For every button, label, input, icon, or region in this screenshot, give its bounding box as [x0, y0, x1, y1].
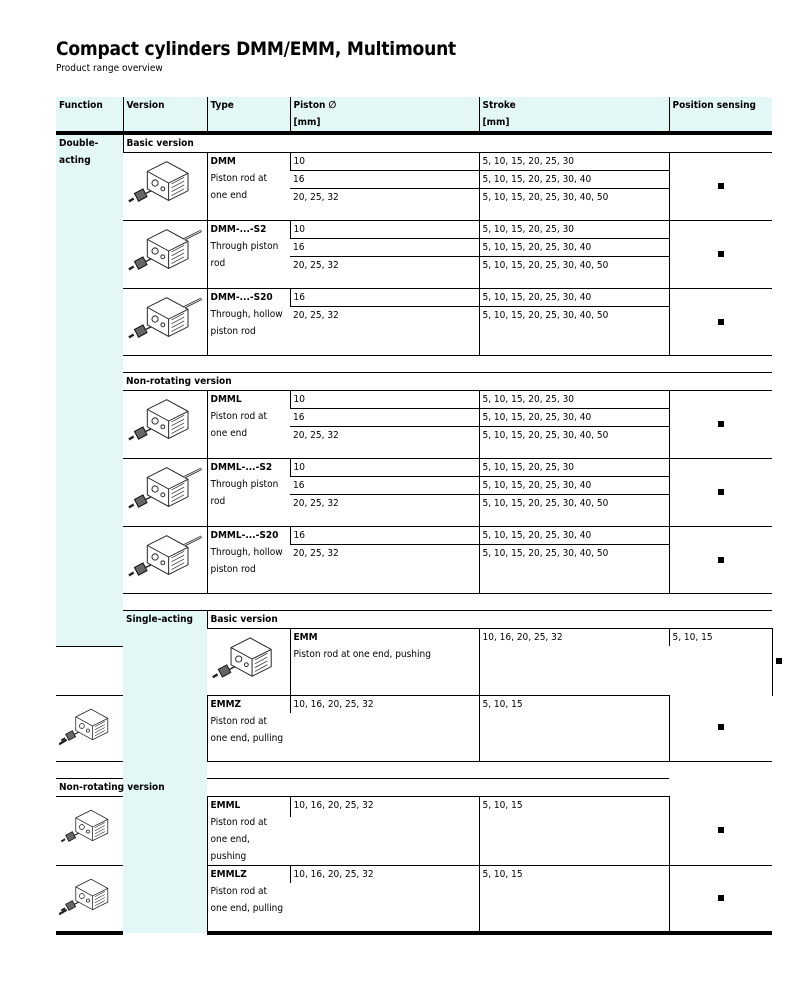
filled-square-icon [718, 421, 724, 427]
piston-value: 10, 16, 20, 25, 32 [290, 695, 479, 713]
cylinder-image [56, 695, 123, 761]
cylinder-through-rod-icon [126, 225, 204, 277]
type-name: DMML-...-S2 [210, 462, 273, 473]
stroke-value: 5, 10, 15, 20, 25, 30, 40, 50 [479, 189, 669, 207]
product-range-table [56, 97, 772, 935]
type-name: DMML [210, 394, 242, 405]
table-row [56, 527, 772, 545]
filled-square-icon [718, 827, 724, 833]
table-header-row [56, 97, 772, 133]
table-row [56, 459, 772, 477]
position-sensing-mark [669, 865, 772, 933]
piston-value: 20, 25, 32 [293, 498, 339, 509]
stroke-value: 5, 10, 15 [669, 629, 772, 647]
piston-value: 10 [290, 391, 479, 409]
piston-value: 10, 16, 20, 25, 32 [290, 865, 479, 883]
type-name: DMM-...-S20 [210, 292, 273, 303]
stroke-value: 5, 10, 15, 20, 25, 30, 40 [479, 289, 669, 307]
stroke-value: 5, 10, 15, 20, 25, 30, 40 [479, 171, 669, 189]
filled-square-icon [718, 557, 724, 563]
piston-value: 10 [290, 459, 479, 477]
col-piston [290, 97, 479, 133]
stroke-value: 5, 10, 15 [479, 865, 669, 883]
type-emm [290, 629, 479, 696]
stroke-value: 5, 10, 15, 20, 25, 30, 40, 50 [479, 427, 669, 445]
col-type: Type [207, 97, 290, 133]
cylinder-image [123, 391, 207, 459]
type-emmz [207, 695, 290, 761]
type-desc: Piston rod at one end, pulling [210, 885, 284, 914]
col-version: Version [123, 97, 207, 133]
filled-square-icon [718, 724, 724, 730]
col-stroke-unit: [mm] [482, 117, 510, 128]
filled-square-icon [718, 895, 724, 901]
position-sensing-mark [669, 527, 772, 594]
cylinder-image [56, 796, 123, 865]
stroke-value: 5, 10, 15, 20, 25, 30, 40 [479, 239, 669, 257]
type-desc: Piston rod at one end [210, 411, 268, 439]
stroke-value: 5, 10, 15, 20, 25, 30, 40, 50 [479, 257, 669, 275]
type-name: EMMLZ [210, 868, 247, 880]
stroke-value: 5, 10, 15, 20, 25, 30, 40, 50 [479, 545, 669, 563]
type-name: EMM [293, 632, 318, 643]
type-desc: Through, hollow piston rod [210, 547, 283, 575]
type-dmml [207, 391, 290, 459]
type-desc: Through, hollow piston rod [210, 309, 283, 337]
stroke-value: 5, 10, 15, 20, 25, 30, 40 [479, 477, 669, 495]
piston-value: 16 [290, 171, 479, 189]
piston-value: 16 [290, 527, 479, 545]
piston-value: 20, 25, 32 [293, 430, 339, 441]
type-name: DMM [210, 156, 236, 167]
piston-value: 10, 16, 20, 25, 32 [479, 629, 669, 647]
filled-square-icon [776, 658, 782, 664]
piston-value: 10 [290, 221, 479, 239]
type-name: DMM-...-S2 [210, 224, 267, 235]
stroke-value: 5, 10, 15, 20, 25, 30, 40, 50 [479, 307, 669, 325]
stroke-value: 5, 10, 15, 20, 25, 30 [479, 153, 669, 171]
cylinder-hollow-rod-icon [126, 293, 204, 345]
cylinder-pulling-icon [59, 870, 120, 922]
type-emml [207, 796, 290, 865]
stroke-value: 5, 10, 15 [479, 796, 669, 817]
cylinder-image [123, 289, 207, 356]
position-sensing-mark [669, 459, 772, 527]
table-row [56, 391, 772, 409]
function-double-acting: Double-acting [56, 133, 123, 646]
cylinder-hollow-rod-icon [126, 531, 204, 583]
type-dmml-s20 [207, 527, 290, 594]
type-dmml-s2 [207, 459, 290, 527]
type-dmm [207, 153, 290, 221]
piston-value: 16 [290, 239, 479, 257]
piston-value: 16 [290, 289, 479, 307]
piston-value: 16 [290, 409, 479, 427]
stroke-value: 5, 10, 15, 20, 25, 30, 40 [479, 409, 669, 427]
col-position-sensing: Position sensing [669, 97, 772, 133]
piston-value: 10, 16, 20, 25, 32 [290, 796, 479, 817]
filled-square-icon [718, 251, 724, 257]
cylinder-pulling-icon [59, 700, 120, 752]
type-name: EMMZ [210, 698, 242, 710]
position-sensing-mark [669, 391, 772, 459]
table-row [56, 153, 772, 171]
filled-square-icon [718, 183, 724, 189]
section-single-non-rotating: Non-rotating version [56, 778, 669, 796]
cylinder-icon [59, 801, 120, 853]
col-piston-label: Piston ∅ [293, 100, 337, 111]
stroke-value: 5, 10, 15, 20, 25, 30 [479, 221, 669, 239]
cylinder-icon [210, 633, 287, 685]
piston-value: 16 [290, 477, 479, 495]
type-desc: Piston rod at one end [210, 173, 268, 201]
filled-square-icon [718, 489, 724, 495]
cylinder-image [123, 221, 207, 289]
type-desc: Piston rod at one end, pushing [293, 649, 431, 660]
cylinder-icon [126, 395, 204, 447]
position-sensing-mark [669, 796, 772, 865]
stroke-value: 5, 10, 15, 20, 25, 30 [479, 391, 669, 409]
cylinder-icon [126, 157, 204, 209]
piston-value: 20, 25, 32 [293, 260, 339, 271]
cylinder-image [207, 629, 290, 696]
page-title: Compact cylinders DMM/EMM, Multimount [56, 38, 457, 60]
table-row [56, 289, 772, 307]
type-dmm-s20 [207, 289, 290, 356]
position-sensing-mark [669, 153, 772, 221]
section-double-basic: Basic version [123, 133, 772, 153]
function-single-acting: Single-acting [123, 611, 207, 933]
piston-value: 10 [290, 153, 479, 171]
col-stroke-label: Stroke [482, 100, 516, 111]
stroke-value: 5, 10, 15 [479, 695, 669, 713]
position-sensing-mark [669, 221, 772, 289]
piston-value: 20, 25, 32 [293, 310, 339, 321]
position-sensing-mark [669, 695, 772, 761]
piston-value: 20, 25, 32 [293, 548, 339, 559]
type-desc: Through piston rod [210, 241, 279, 269]
type-emmlz [207, 865, 290, 933]
cylinder-image [56, 865, 123, 933]
table-row [56, 221, 772, 239]
col-stroke [479, 97, 669, 133]
col-function: Function [56, 97, 123, 133]
cylinder-image [123, 527, 207, 594]
section-single-basic: Basic version [207, 611, 772, 629]
page-subtitle: Product range overview [56, 63, 163, 74]
type-desc: Piston rod at one end, pulling [210, 715, 284, 744]
type-desc: Piston rod at one end, pushing [210, 816, 268, 862]
cylinder-image [123, 459, 207, 527]
type-dmm-s2 [207, 221, 290, 289]
section-double-non-rotating: Non-rotating version [123, 373, 772, 391]
stroke-value: 5, 10, 15, 20, 25, 30, 40 [479, 527, 669, 545]
type-name: EMML [210, 799, 241, 811]
position-sensing-mark [669, 289, 772, 356]
filled-square-icon [718, 319, 724, 325]
stroke-value: 5, 10, 15, 20, 25, 30, 40, 50 [479, 495, 669, 513]
col-piston-unit: [mm] [293, 117, 321, 128]
stroke-value: 5, 10, 15, 20, 25, 30 [479, 459, 669, 477]
piston-value: 20, 25, 32 [293, 192, 339, 203]
cylinder-through-rod-icon [126, 463, 204, 515]
type-desc: Through piston rod [210, 479, 279, 507]
type-name: DMML-...-S20 [210, 530, 279, 541]
cylinder-image [123, 153, 207, 221]
